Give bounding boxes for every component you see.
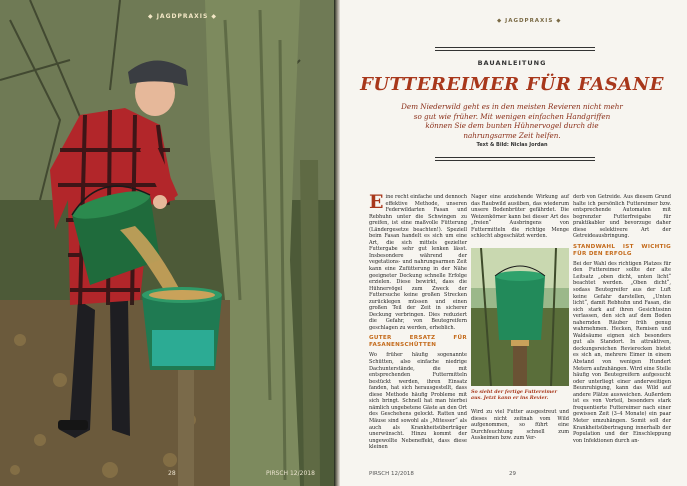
col2-paragraph-1: Nager eine anziehende Wirkung auf das Raubwild ausüben, das wiederum unsere Bodenbrüter gefährdet. Die Weizenkörner kann bei dieser Art des „freien“ Ausbringens von Futtermitteln die richtige Menge schlecht abgeschätzt werden. — [471, 194, 569, 240]
right-page-article — [337, 0, 687, 486]
feeder-inset-photo — [471, 248, 569, 386]
col1-paragraph-1: ine recht einfache und dennoch effektive Methode, unseren Federwildarten Fasan und Rebhuhn unter die Schwingen zu greifen, ist eine maßvolle Fütterung (Ländergesetze beachten!). Speziell beim Fasan handelt es sich um eine Art, die sich mittels gezielter Futtergabe sehr gut lenken lässt. Insbesondere während der vegetations- und nahrungsarmen Zeit kann eine Zufütterung in der Nähe geeigneter Deckung schnelle Erfolge erzielen. Diese bewirkt, dass die Hühnervögel zum Zweck der Futtersuche keine großen Strecken zurücklegen müssen und einen großen Teil der Zeit in sicherer Deckung verbringen. Dies reduziert die Gefahr, von Beutegreifern geschlagen zu werden, erheblich. — [369, 194, 467, 331]
text-column-2 — [471, 194, 569, 242]
left-kicker: ◆ JAGDPRAXIS ◆ — [148, 13, 218, 20]
bottom-rule-thin — [435, 160, 595, 161]
col3-paragraph-2: Bei der Wahl des richtigen Platzes für den Futtereimer sollte der alte Leitsatz „oben dicht, unten licht“ beachtet werden. „Oben dicht“, sodass Beutegreifer aus der Luft keine Gefahr darstellen, „Unten licht“, damit Rebhuhn und Fasan, die sich stark auf ihren Gesichtssinn verlassen, den sich auf dem Boden nahernden Räuber früh genug wahrnehmen. Hecken, Remisen und Waldsäume eignen sich besonders gut als Standort. In attraktiven, deckungsreichen Revierecken bietet es sich an, mehrere Eimer in einem Abstand von wenigen Hundert Metern aufzuhängen. Wird eine Stelle häufig von Beutegreifern aufgesucht oder unterliegt einer anderweitigen Beunruhigung, kann das Wild auf andere Plätze ausweichen. Außerdem ist es von Vorteil, besonders stark frequentierte Futtereimer nach einer gewissen Zeit (3–4 Monate) ein paar Meter umzuhängen. Somit soll der Krankheitsübertragung innerhalb der Population und der Einschleppung von Infektionen durch an- — [573, 260, 671, 444]
col1-paragraph-2: Wo früher häufig sogenannte Schütten, also einfache niedrige Dachunterstände, die mit entsprechenden Futtermitteln bestückt werden, ihren Einsatz fanden, hat sich herausgestellt, dass diese Methode häufig Probleme mit sich bringt. Schnell hat man hierbei nämlich ungebetene Gäste an den Ort des Geschehens gelockt. Ratten und Mäuse sind sowohl als „Mitesser“ als auch als Krankheitsüberträger unerwünscht. Hinzu kommt der ungewollte Nebeneffekt, dass diese kleinen — [369, 352, 467, 451]
left-page-number: 28 — [168, 470, 176, 477]
text-column-3 — [573, 194, 671, 446]
subhead-standwahl: STANDWAHL IST WICHTIG FÜR DEN ERFOLG — [573, 243, 671, 257]
col2-paragraph-2: Wird zu viel Futter ausgestreut und dieses nicht zeitnah vom Wild aufgenommen, so führt eine Durchfeuchtung schnell zum Auskeimen bzw. zum Ver- — [471, 409, 569, 442]
article-credit: Text & Bild: Niclas Jordan — [476, 142, 548, 148]
article-lead: Dem Niederwild geht es in den meisten Revieren nicht mehr so gut wie früher. Mit wenigen einfachen Handgriffen können Sie dem bunten Hühnervogel durch die nahrungsarme Zeit helfen. — [401, 102, 623, 140]
section-label: BAUANLEITUNG — [477, 59, 547, 67]
text-column-2-bottom — [471, 409, 569, 444]
top-rule — [435, 47, 595, 48]
subhead-ersatz: GUTER ERSATZ FÜR FASANENSCHÜTTEN — [369, 335, 467, 349]
right-footer-magazine: PIRSCH 12/2018 — [369, 471, 414, 477]
left-page-magazine: PIRSCH 12/2018 — [266, 470, 315, 477]
page-gutter — [334, 0, 340, 486]
feeder-bucket-image — [471, 248, 569, 386]
text-column-1 — [369, 191, 467, 453]
drop-cap: E — [369, 191, 384, 213]
top-rule-thin — [435, 50, 595, 51]
inset-caption: So sieht der fertige Futtereimer aus. Jetzt kann er ins Revier. — [471, 389, 557, 401]
article-title: FUTTEREIMER FÜR FASANE — [360, 74, 664, 95]
right-kicker: ◆ JAGDPRAXIS ◆ — [497, 18, 562, 24]
bottom-rule — [435, 157, 595, 158]
left-page-photo — [0, 0, 337, 486]
col3-paragraph-1: derb von Getreide. Aus diesem Grund halte ich persönlich Futtereimer bzw. entsprechende Automaten mit begrenzter Futterfreigabe für praktikabler und bevorzuge daher diese selektivere Art der Getreideausbringung. — [573, 194, 671, 240]
right-page-number: 29 — [509, 471, 516, 477]
hunter-feeding-bucket-photo — [0, 0, 337, 486]
